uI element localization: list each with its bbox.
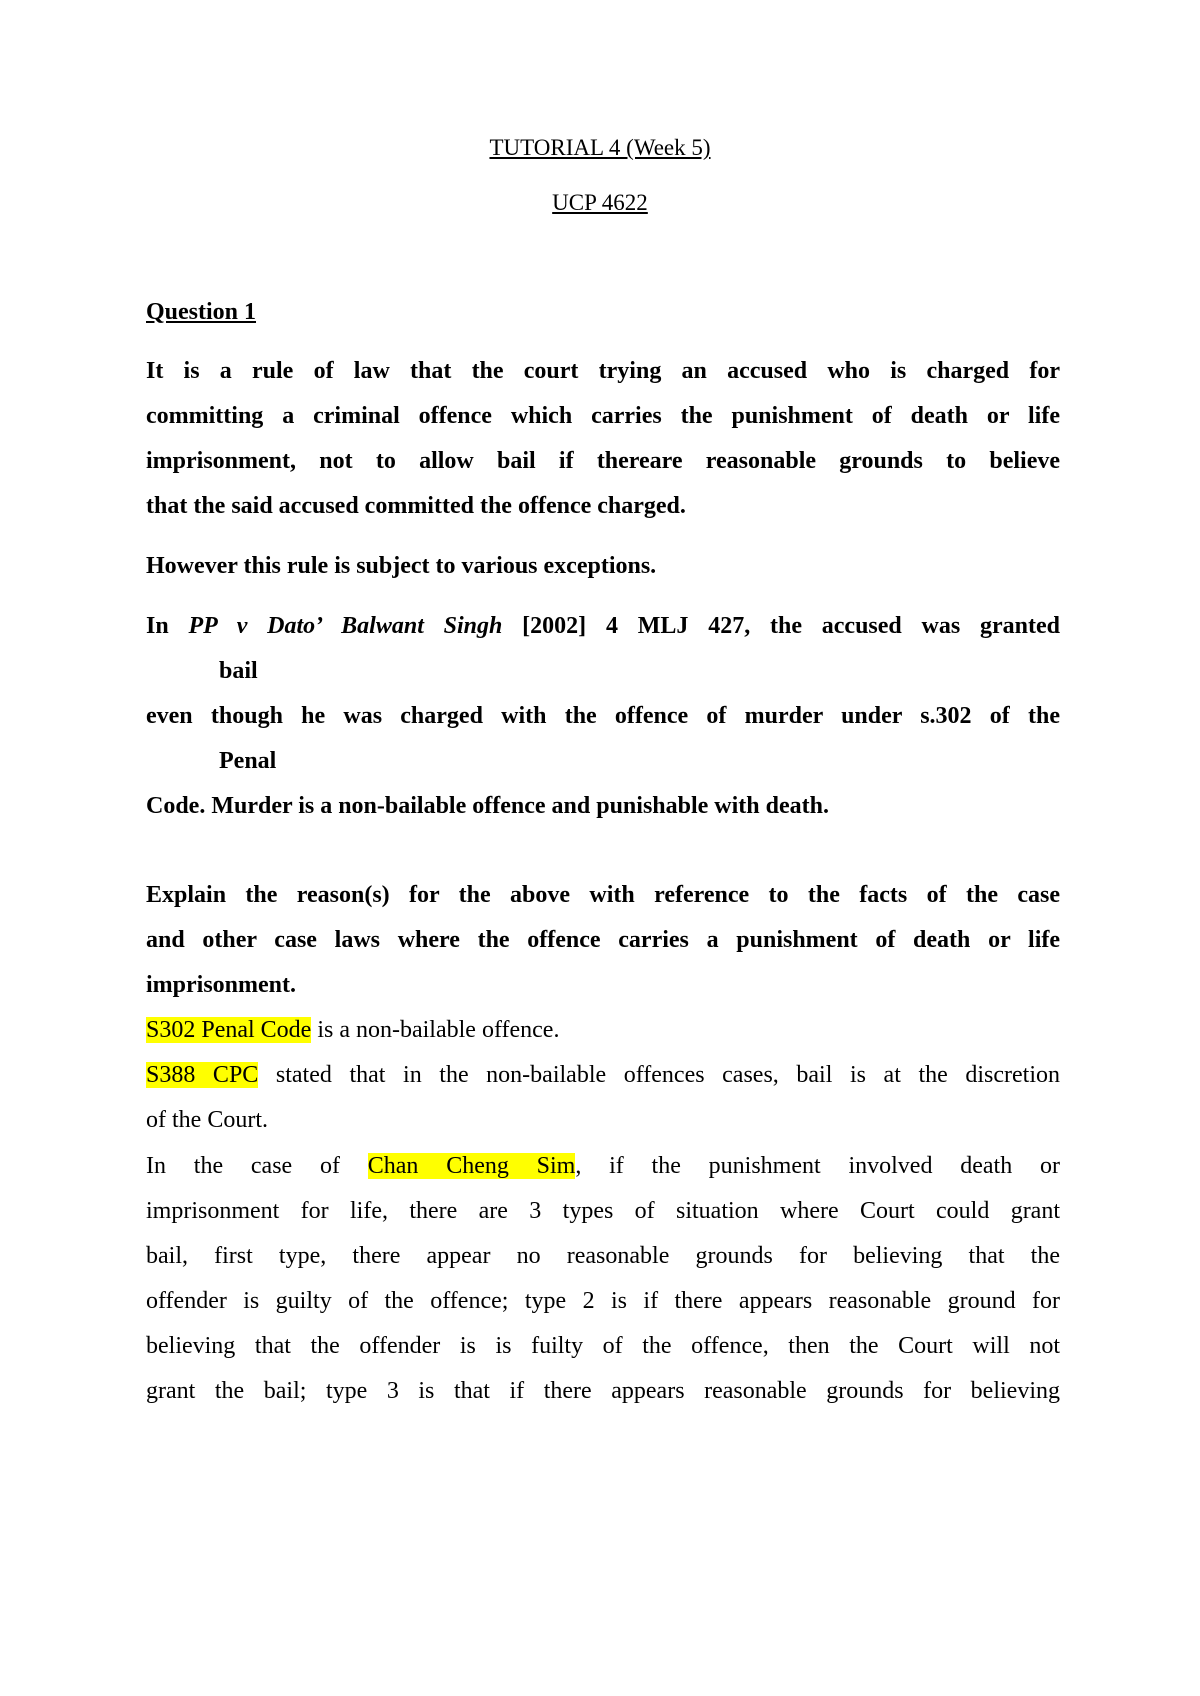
question-heading: Question 1: [146, 299, 257, 325]
case-prefix: In: [146, 613, 189, 639]
task-line-3: imprisonment.: [146, 972, 296, 998]
document-title: TUTORIAL 4 (Week 5): [489, 135, 711, 160]
answer-case-line: [146, 1151, 1060, 1181]
rule-line-3: imprisonment, not to allow bail if thereare reasonable grounds to believe: [146, 448, 1060, 474]
rule-line-1: It is a rule of law that the court trying an accused who is charged for: [146, 358, 1060, 384]
course-code: UCP 4622: [552, 190, 648, 215]
answer-line-2: bail, first type, there appear no reasonable grounds for believing that the: [146, 1243, 1060, 1269]
s388-text: stated that in the non-bailable offences cases, bail is at the discretion: [258, 1062, 1060, 1088]
answer-s302-line: [146, 1015, 1060, 1045]
case-line-1-cont: bail: [219, 658, 258, 684]
s302-highlight: S302 Penal Code: [146, 1017, 312, 1043]
answer-s388-cont: of the Court.: [146, 1107, 268, 1133]
case-line-2: even though he was charged with the offence of murder under s.302 of the: [146, 703, 1060, 729]
answer-line-3: offender is guilty of the offence; type 2 is if there appears reasonable ground for: [146, 1288, 1060, 1314]
case-line-1: [146, 611, 1060, 641]
rule-line-4: that the said accused committed the offence charged.: [146, 493, 686, 519]
case-line-2-cont: Penal: [219, 748, 277, 774]
answer-line-5: grant the bail; type 3 is that if there appears reasonable grounds for believing: [146, 1378, 1060, 1404]
answer-case-prefix: In the case of: [146, 1153, 368, 1179]
answer-case-text: , if the punishment involved death or: [575, 1153, 1060, 1179]
s388-highlight: S388 CPC: [146, 1062, 259, 1088]
exceptions-line: However this rule is subject to various exceptions.: [146, 553, 657, 579]
rule-line-2: committing a criminal offence which carries the punishment of death or life: [146, 403, 1060, 429]
chan-cheng-sim-highlight: Chan Cheng Sim: [367, 1153, 576, 1179]
answer-s388-line: [146, 1060, 1060, 1090]
task-line-1: Explain the reason(s) for the above with reference to the facts of the case: [146, 882, 1060, 908]
answer-line-4: believing that the offender is is fuilty of the offence, then the Court will not: [146, 1333, 1060, 1359]
case-line-3: Code. Murder is a non-bailable offence and punishable with death.: [146, 793, 829, 819]
answer-line-1: imprisonment for life, there are 3 types of situation where Court could grant: [146, 1198, 1060, 1224]
task-line-2: and other case laws where the offence carries a punishment of death or life: [146, 927, 1060, 953]
case-citation: [2002] 4 MLJ 427, the accused was granted: [502, 613, 1061, 639]
s302-text: is a non-bailable offence.: [311, 1017, 560, 1043]
case-name: PP v Dato’ Balwant Singh: [188, 613, 503, 639]
